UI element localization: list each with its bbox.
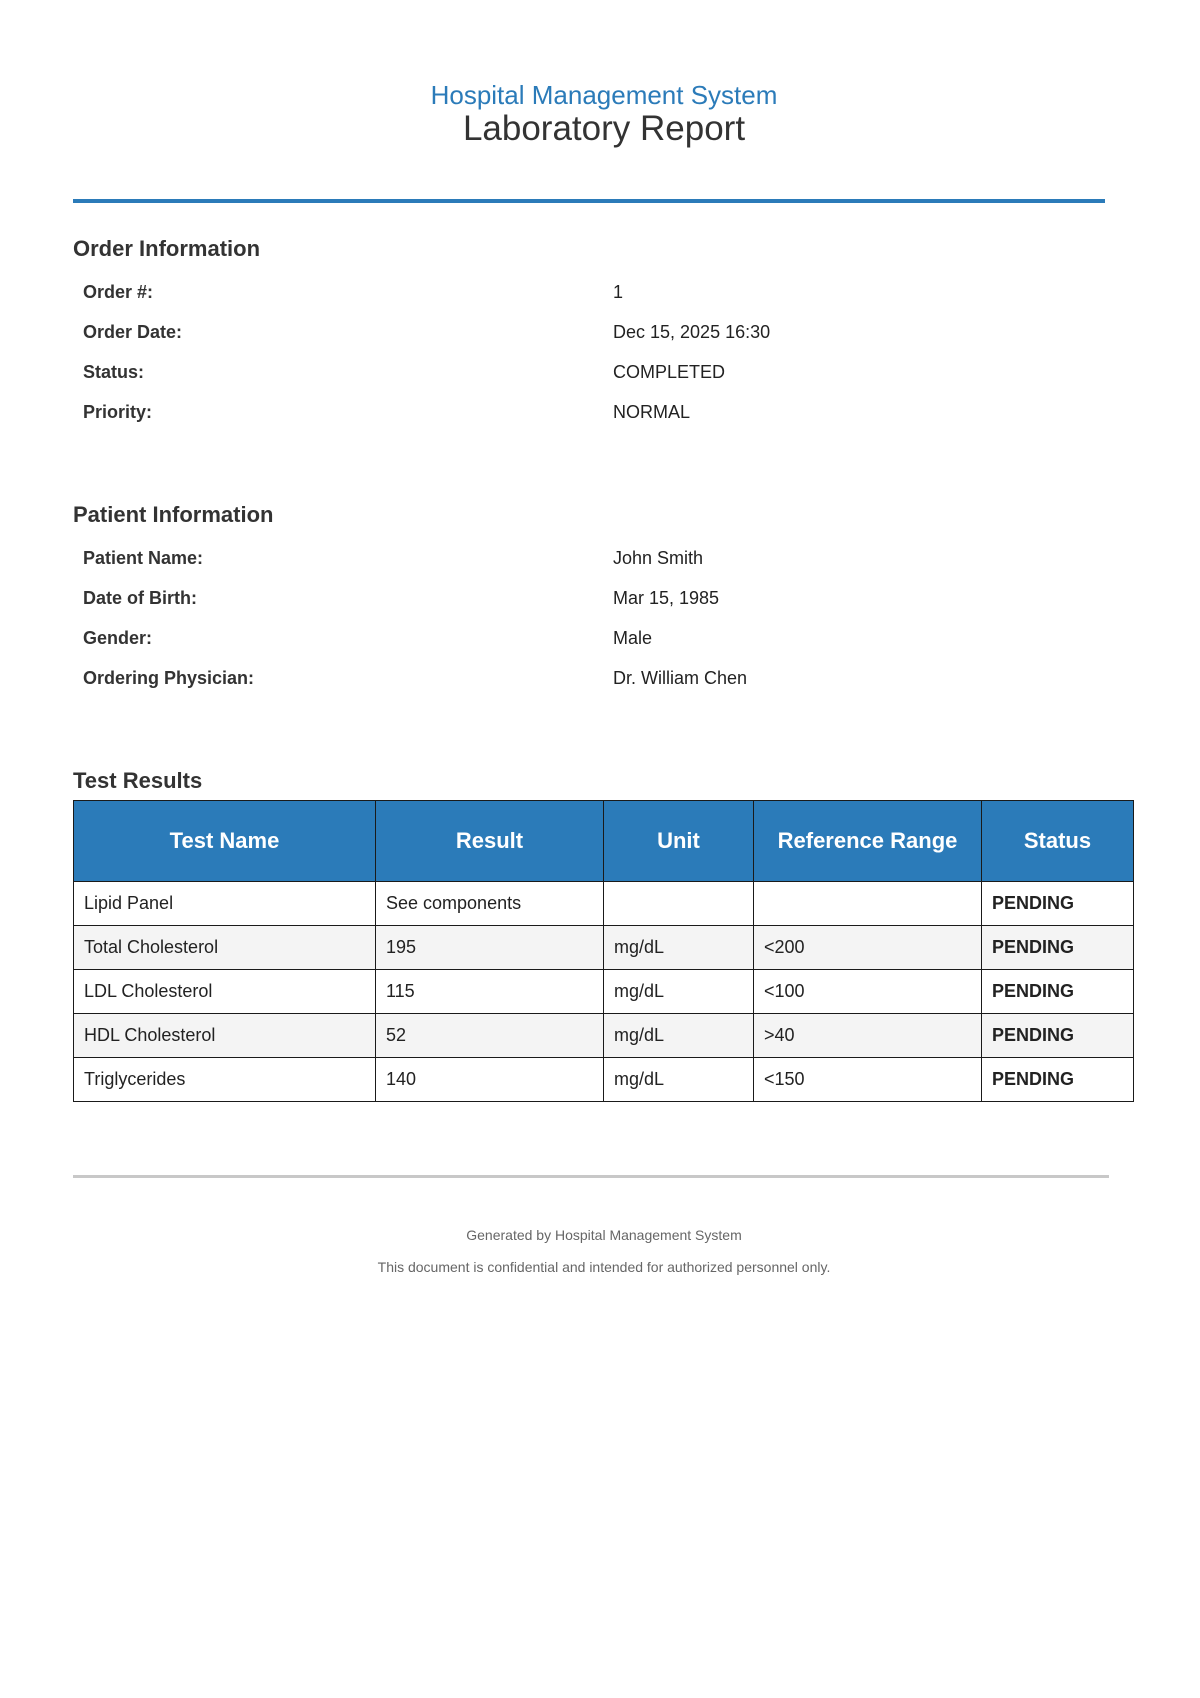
reference-range-cell: <100 bbox=[754, 970, 982, 1014]
patient-name-label: Patient Name: bbox=[83, 547, 204, 568]
physician-value: Dr. William Chen bbox=[613, 667, 748, 688]
order-info-table bbox=[73, 272, 1133, 432]
reference-range-cell bbox=[754, 882, 982, 926]
table-row bbox=[74, 882, 1134, 926]
gender-value: Male bbox=[613, 627, 653, 648]
order-date-row bbox=[73, 312, 1133, 352]
order-number-value: 1 bbox=[613, 281, 624, 302]
footer-divider bbox=[73, 1175, 1109, 1178]
order-priority-value: NORMAL bbox=[613, 401, 691, 422]
order-status-label: Status: bbox=[83, 361, 145, 382]
test-name-cell: Lipid Panel bbox=[74, 882, 376, 926]
order-date-label: Order Date: bbox=[83, 321, 183, 342]
dob-row bbox=[73, 578, 1133, 618]
reference-range-cell: <150 bbox=[754, 1058, 982, 1102]
footer bbox=[0, 1226, 1200, 1290]
physician-row bbox=[73, 658, 1133, 698]
physician-label: Ordering Physician: bbox=[83, 667, 255, 688]
order-status-row bbox=[73, 352, 1133, 392]
org-name: Hospital Management System bbox=[430, 80, 778, 110]
result-cell: 140 bbox=[376, 1058, 604, 1102]
table-row bbox=[74, 926, 1134, 970]
table-row bbox=[74, 1014, 1134, 1058]
table-header-row bbox=[74, 801, 1134, 882]
report-header bbox=[0, 80, 1200, 148]
dob-value: Mar 15, 1985 bbox=[613, 587, 720, 608]
order-priority-label: Priority: bbox=[83, 401, 153, 422]
patient-name-row bbox=[73, 538, 1133, 578]
unit-cell bbox=[604, 882, 754, 926]
table-row bbox=[74, 1058, 1134, 1102]
result-cell: 52 bbox=[376, 1014, 604, 1058]
status-cell: PENDING bbox=[982, 1058, 1134, 1102]
col-header-unit: Unit bbox=[604, 801, 754, 882]
reference-range-cell: >40 bbox=[754, 1014, 982, 1058]
unit-cell: mg/dL bbox=[604, 1014, 754, 1058]
status-cell: PENDING bbox=[982, 926, 1134, 970]
test-name-cell: Triglycerides bbox=[74, 1058, 376, 1102]
patient-info-table bbox=[73, 538, 1133, 698]
patient-info-title: Patient Information bbox=[73, 502, 274, 527]
gender-label: Gender: bbox=[83, 627, 153, 648]
page-title: Laboratory Report bbox=[462, 109, 746, 148]
status-cell: PENDING bbox=[982, 882, 1134, 926]
unit-cell: mg/dL bbox=[604, 970, 754, 1014]
test-results-title: Test Results bbox=[73, 768, 203, 793]
dob-label: Date of Birth: bbox=[83, 587, 197, 608]
order-number-row bbox=[73, 272, 1133, 312]
order-number-label: Order #: bbox=[83, 281, 154, 302]
header-divider bbox=[73, 199, 1105, 203]
order-date-value: Dec 15, 2025 16:30 bbox=[613, 321, 771, 342]
col-header-status: Status bbox=[982, 801, 1134, 882]
col-header-test-name: Test Name bbox=[74, 801, 376, 882]
result-cell: See components bbox=[376, 882, 604, 926]
col-header-result: Result bbox=[376, 801, 604, 882]
confidential-notice: This document is confidential and intended for authorized personnel only. bbox=[377, 1259, 831, 1275]
order-info-title: Order Information bbox=[73, 236, 261, 261]
order-status-value: COMPLETED bbox=[613, 361, 726, 382]
unit-cell: mg/dL bbox=[604, 926, 754, 970]
test-results-table bbox=[73, 800, 1134, 1102]
generated-by-text: Generated by Hospital Management System bbox=[466, 1227, 742, 1243]
result-cell: 195 bbox=[376, 926, 604, 970]
table-row bbox=[74, 970, 1134, 1014]
reference-range-cell: <200 bbox=[754, 926, 982, 970]
status-cell: PENDING bbox=[982, 1014, 1134, 1058]
result-cell: 115 bbox=[376, 970, 604, 1014]
gender-row bbox=[73, 618, 1133, 658]
test-name-cell: LDL Cholesterol bbox=[74, 970, 376, 1014]
col-header-reference-range: Reference Range bbox=[754, 801, 982, 882]
unit-cell: mg/dL bbox=[604, 1058, 754, 1102]
test-name-cell: Total Cholesterol bbox=[74, 926, 376, 970]
status-cell: PENDING bbox=[982, 970, 1134, 1014]
order-priority-row bbox=[73, 392, 1133, 432]
patient-name-value: John Smith bbox=[613, 547, 704, 568]
test-name-cell: HDL Cholesterol bbox=[74, 1014, 376, 1058]
